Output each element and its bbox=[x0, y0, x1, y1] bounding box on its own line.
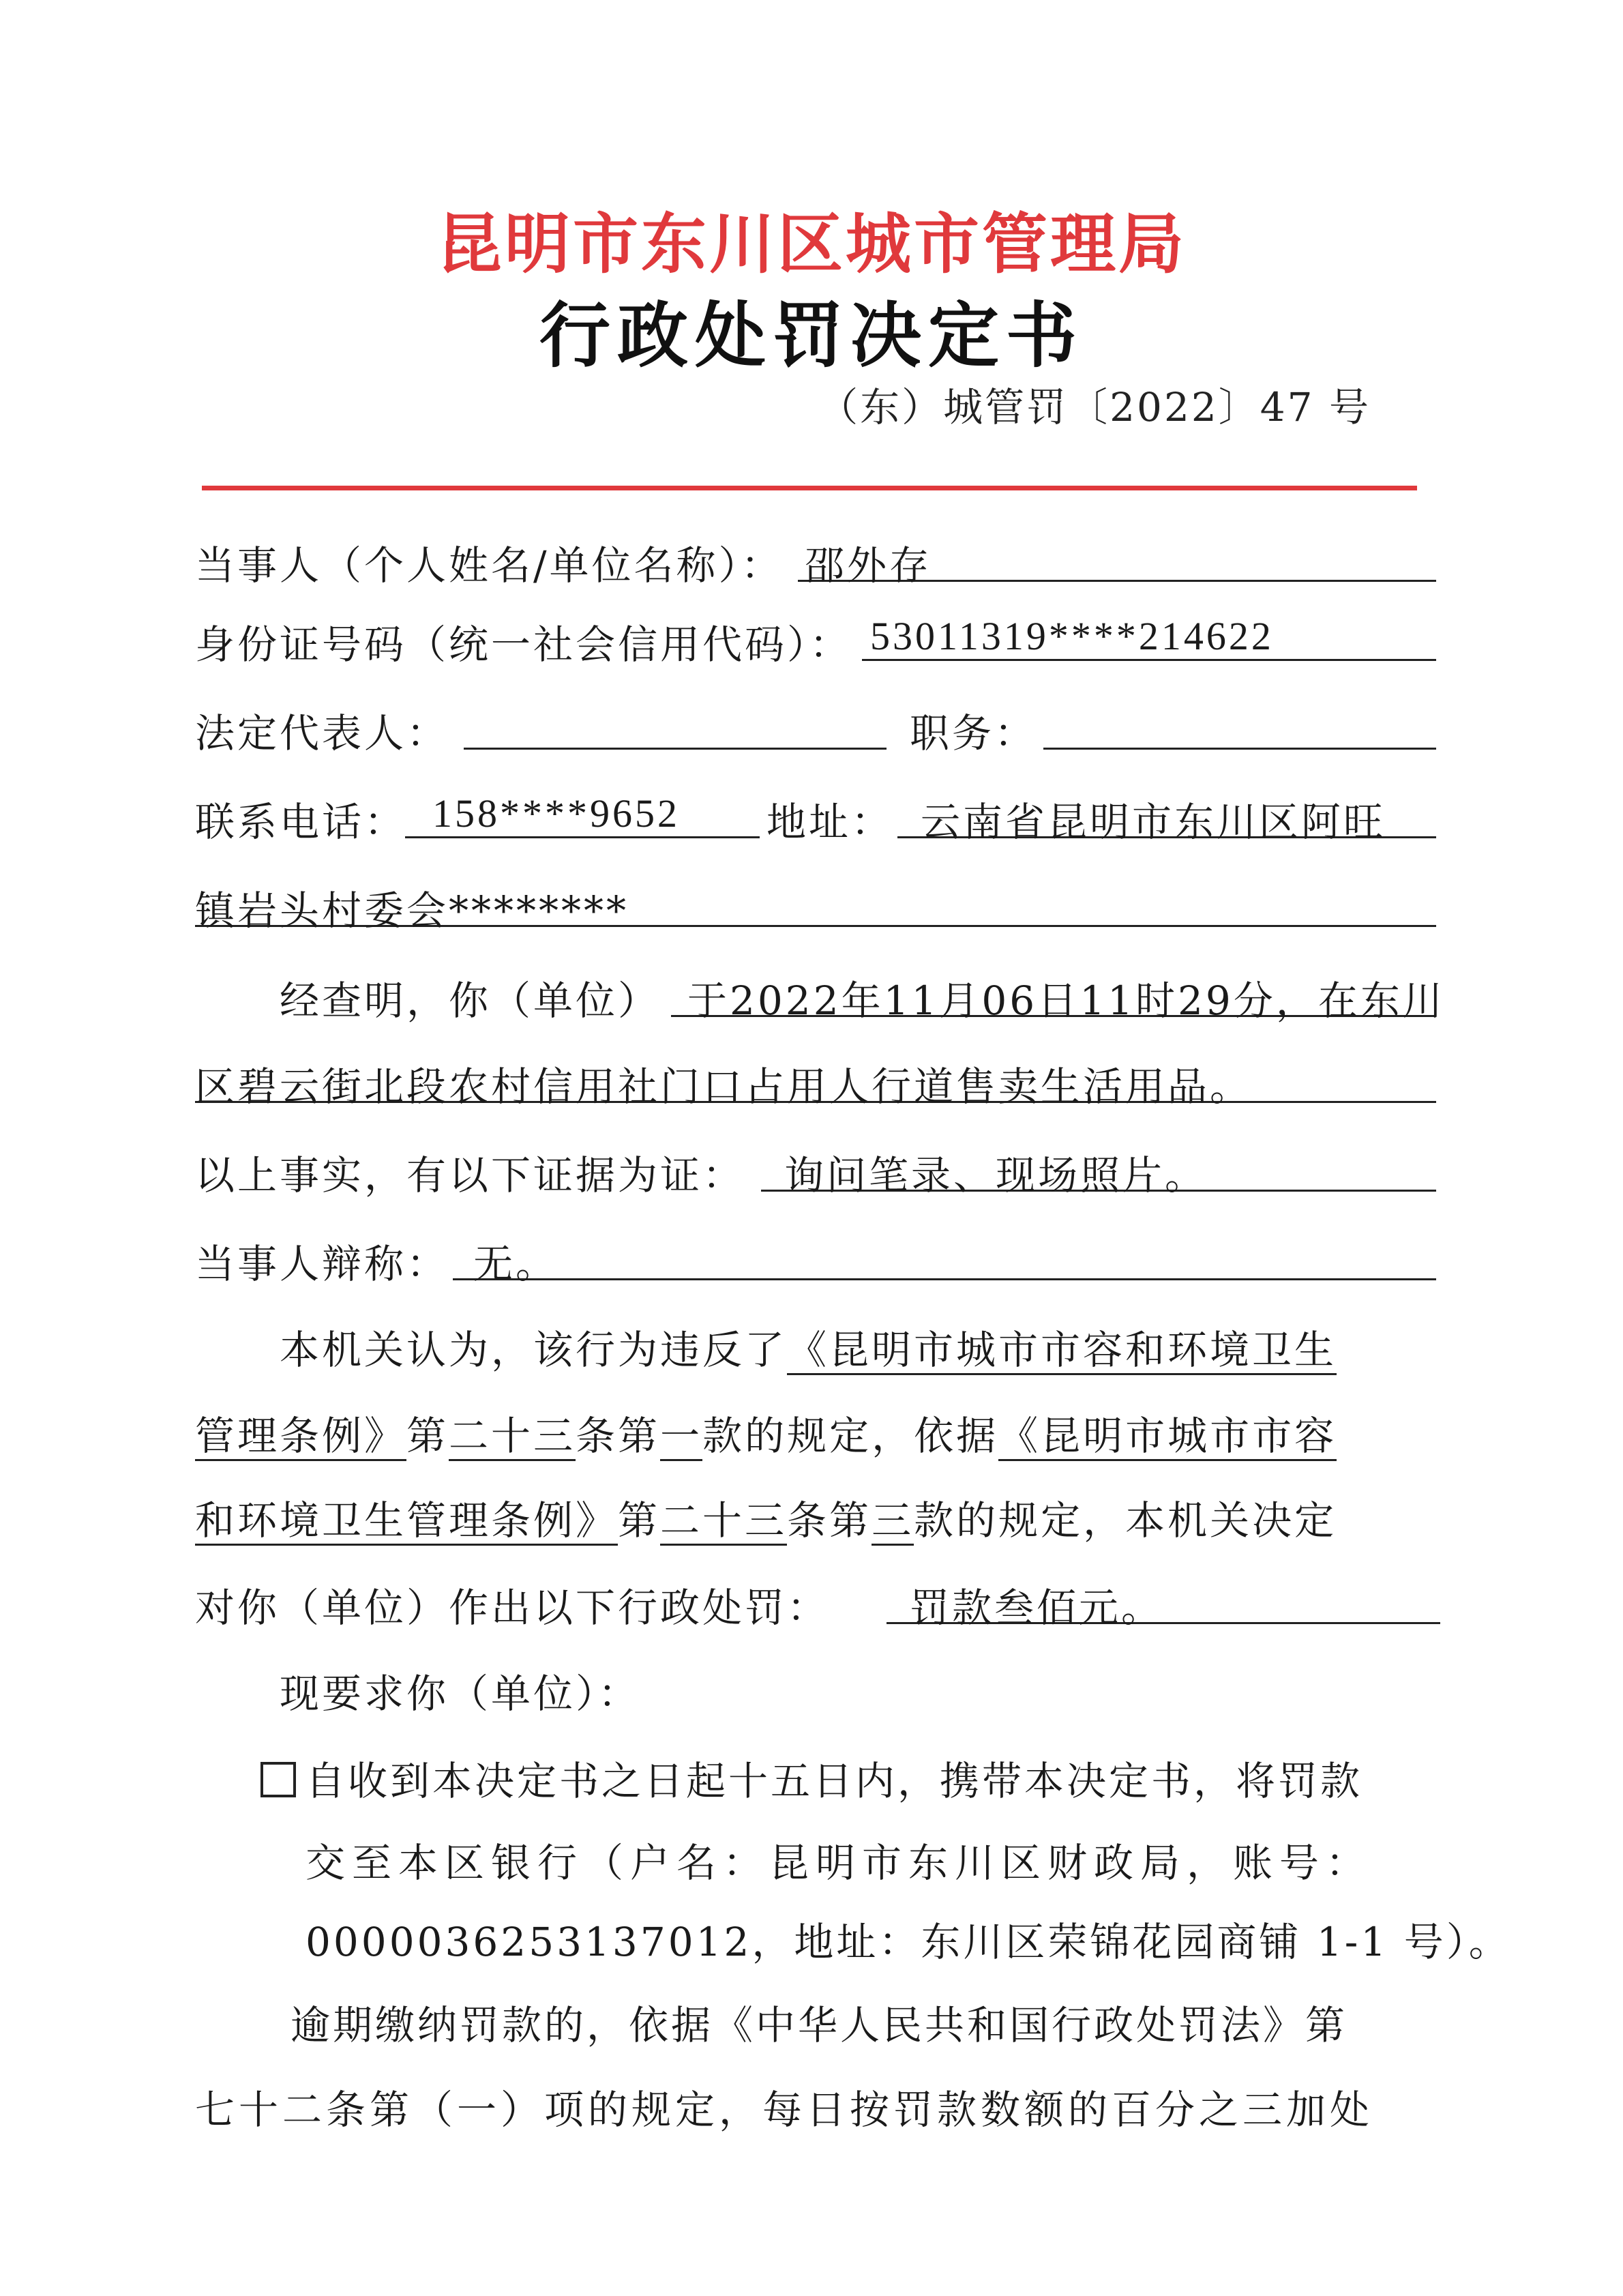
address-label: 地址： bbox=[766, 799, 894, 845]
facts-line1-value: 于2022年11月06日11时29分，在东川 bbox=[687, 977, 1445, 1024]
overdue-line2: 七十二条第（一）项的规定，每日按罚款数额的百分之三加处 bbox=[195, 2087, 1374, 2133]
decision-text: 款的规定，本机关决定 bbox=[914, 1497, 1337, 1544]
legal-rep-field bbox=[464, 701, 887, 750]
party-id-label: 身份证号码（统一社会信用代码）： bbox=[195, 621, 852, 668]
violated-article-number: 二十三 bbox=[449, 1413, 576, 1461]
party-id-field bbox=[862, 613, 1436, 661]
address-value-line1: 云南省昆明市东川区阿旺 bbox=[921, 799, 1386, 845]
party-id-row bbox=[195, 613, 852, 670]
phone-field bbox=[405, 790, 760, 838]
decision-line1-text: 本机关认为，该行为违反了 bbox=[280, 1327, 788, 1373]
party-name-row bbox=[195, 533, 784, 591]
facts-line2-field bbox=[195, 1055, 1436, 1110]
violated-clause-number: 一 bbox=[660, 1413, 702, 1461]
defense-label: 当事人辩称： bbox=[195, 1241, 449, 1287]
basis-text: 款的规定，依据 bbox=[702, 1413, 999, 1459]
position-field bbox=[1043, 701, 1436, 750]
address-field-line1 bbox=[897, 790, 1436, 845]
document-title: 行政处罚决定书 bbox=[539, 293, 1084, 377]
facts-line2-value: 区碧云街北段农村信用社门口占用人行道售卖生活用品。 bbox=[195, 1063, 1253, 1110]
phone-label: 联系电话： bbox=[195, 799, 407, 845]
facts-lead: 经查明，你（单位） bbox=[280, 977, 661, 1024]
facts-line1-field bbox=[671, 969, 1445, 1024]
defense-field bbox=[453, 1232, 1436, 1287]
violated-regulation: 《昆明市城市市容和环境卫生 bbox=[787, 1327, 1337, 1375]
payment-option-line3: 0000036253137012，地址：东川区荣锦花园商铺 1-1 号）。 bbox=[306, 1919, 1511, 1965]
legal-rep-label: 法定代表人： bbox=[195, 710, 449, 756]
defense-value: 无。 bbox=[473, 1241, 559, 1287]
basis-regulation-cont: 和环境卫生管理条例》 bbox=[195, 1497, 618, 1546]
basis-regulation: 《昆明市城市市容 bbox=[998, 1413, 1337, 1461]
decision-line3 bbox=[195, 1488, 1337, 1546]
party-id-value: 53011319****214622 bbox=[870, 614, 1274, 658]
party-name-label: 当事人（个人姓名/单位名称）： bbox=[195, 542, 784, 589]
address-value-line2: 镇岩头村委会******** bbox=[195, 887, 629, 934]
basis-clause-prefix: 条第 bbox=[787, 1497, 872, 1544]
position-label: 职务： bbox=[910, 710, 1037, 756]
requirement-lead: 现要求你（单位）： bbox=[280, 1671, 641, 1717]
basis-clause-number: 三 bbox=[872, 1497, 914, 1546]
violated-regulation-cont: 管理条例》 bbox=[195, 1413, 406, 1461]
penalty-value: 罚款叁佰元。 bbox=[910, 1585, 1164, 1631]
red-divider-rule bbox=[202, 486, 1417, 490]
issuing-authority-title: 昆明市东川区城市管理局 bbox=[436, 205, 1187, 282]
payment-option-line2: 交至本区银行（户名：昆明市东川区财政局，账号： bbox=[306, 1840, 1373, 1886]
decision-line1 bbox=[280, 1318, 1337, 1375]
decision-line2 bbox=[195, 1404, 1337, 1461]
party-name-value: 邵外存 bbox=[805, 542, 932, 589]
evidence-label: 以上事实，有以下证据为证： bbox=[195, 1152, 745, 1198]
document-number: （东）城管罚〔2022〕47 号 bbox=[818, 384, 1371, 430]
party-name-field bbox=[798, 533, 1436, 589]
clause-prefix: 条第 bbox=[576, 1413, 661, 1459]
basis-article-number: 二十三 bbox=[660, 1497, 787, 1546]
payment-option-text1: 自收到本决定书之日起十五日内，携带本决定书，将罚款 bbox=[306, 1758, 1363, 1804]
overdue-line1: 逾期缴纳罚款的，依据《中华人民共和国行政处罚法》第 bbox=[291, 2002, 1348, 2048]
evidence-value: 询问笔录、现场照片。 bbox=[784, 1152, 1208, 1198]
phone-value: 158****9652 bbox=[432, 791, 680, 836]
article-prefix: 第 bbox=[406, 1413, 449, 1459]
address-field-line2 bbox=[195, 879, 1436, 934]
basis-article-prefix: 第 bbox=[618, 1497, 661, 1544]
penalty-label: 对你（单位）作出以下行政处罚： bbox=[195, 1585, 830, 1631]
payment-option-line1 bbox=[260, 1749, 1363, 1806]
legal-rep-row bbox=[195, 701, 449, 759]
evidence-field bbox=[761, 1143, 1436, 1198]
penalty-field bbox=[887, 1576, 1440, 1631]
payment-option-checkbox[interactable] bbox=[260, 1762, 296, 1797]
